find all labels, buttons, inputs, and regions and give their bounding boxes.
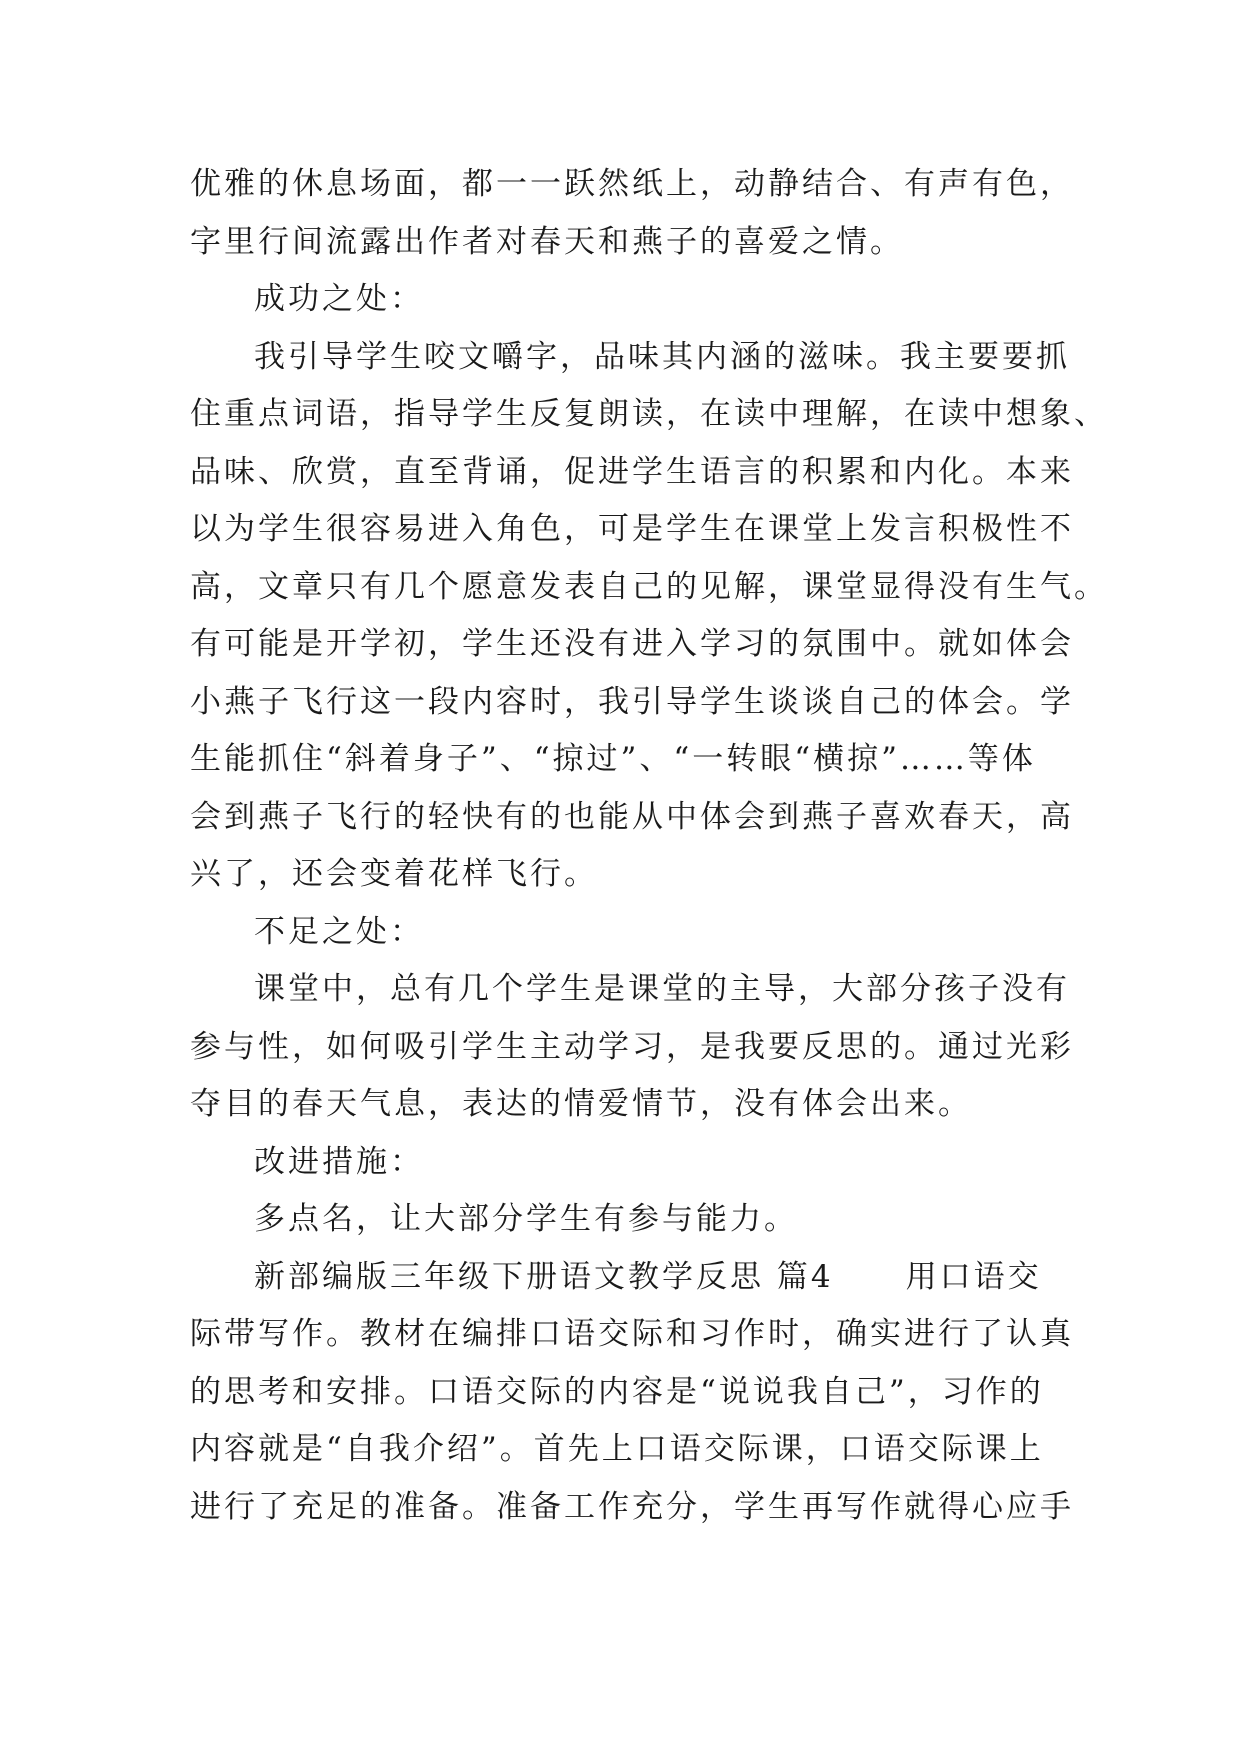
text-line: 课堂中，总有几个学生是课堂的主导，大部分孩子没有 <box>254 971 1070 1007</box>
text-line: 有可能是开学初，学生还没有进入学习的氛围中。就如体会 <box>190 626 1074 662</box>
text-line: 生能抓住“斜着身子”、“掠过”、“一转眼“横掠”……等体 <box>190 741 1036 777</box>
text-line: 我引导学生咬文嚼字，品味其内涵的滋味。我主要要抓 <box>254 338 1070 375</box>
paragraph-continuation <box>190 156 1074 271</box>
section-article-4 <box>190 1249 1074 1537</box>
text-line: 不足之处： <box>254 913 424 950</box>
paragraph-shortcoming-body <box>190 961 1074 1134</box>
section-first-line-text: 用口语交 <box>905 1258 1042 1295</box>
document-page <box>190 156 1108 1536</box>
text-line: 字里行间流露出作者对春天和燕子的喜爱之情。 <box>190 223 904 260</box>
paragraph-improvement-heading <box>190 1134 1050 1192</box>
section-heading: 新部编版三年级下册语文教学反思 篇4 <box>254 1258 834 1295</box>
paragraph-improvement-body <box>190 1191 1050 1249</box>
text-line: 夺目的春天气息，表达的情爱情节，没有体会出来。 <box>190 1086 972 1122</box>
text-line: 改进措施： <box>254 1143 424 1180</box>
text-line: 进行了充足的准备。准备工作充分，学生再写作就得心应手 <box>190 1488 1074 1525</box>
text-line: 住重点词语，指导学生反复朗读，在读中理解，在读中想象、 <box>190 396 1108 432</box>
text-line: 小燕子飞行这一段内容时，我引导学生谈谈自己的体会。学 <box>190 683 1074 720</box>
text-line: 际带写作。教材在编排口语交际和习作时，确实进行了认真 <box>190 1316 1074 1352</box>
text-line: 以为学生很容易进入角色，可是学生在课堂上发言积极性不 <box>190 511 1074 547</box>
text-line: 内容就是“自我介绍”。首先上口语交际课，口语交际课上 <box>190 1431 1044 1467</box>
text-line: 品味、欣赏，直至背诵，促进学生语言的积累和内化。本来 <box>190 453 1074 490</box>
text-line: 参与性，如何吸引学生主动学习，是我要反思的。通过光彩 <box>190 1028 1074 1065</box>
section-first-line <box>190 1249 1050 1307</box>
text-line: 的思考和安排。口语交际的内容是“说说我自己”，习作的 <box>190 1373 1044 1410</box>
text-line: 多点名，让大部分学生有参与能力。 <box>254 1201 798 1237</box>
text-line: 优雅的休息场面，都一一跃然纸上，动静结合、有声有色， <box>190 166 1074 202</box>
text-line: 兴了，还会变着花样飞行。 <box>190 856 598 892</box>
text-line: 成功之处： <box>254 281 424 317</box>
text-line: 会到燕子飞行的轻快有的也能从中体会到燕子喜欢春天，高 <box>190 798 1074 835</box>
paragraph-success-body <box>190 329 1108 904</box>
paragraph-success-heading <box>190 271 1050 329</box>
text-line: 高，文章只有几个愿意发表自己的见解，课堂显得没有生气。 <box>190 568 1108 605</box>
paragraph-shortcoming-heading <box>190 904 1050 962</box>
